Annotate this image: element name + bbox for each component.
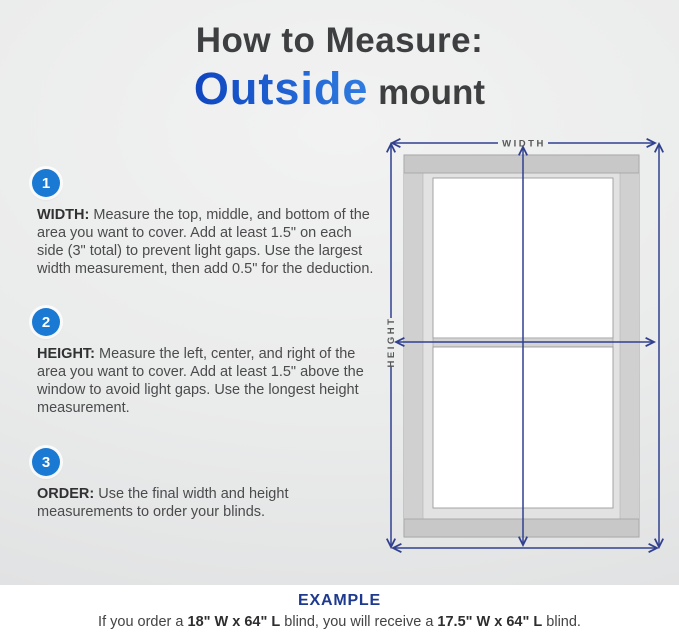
- example-receive-size: 17.5" W x 64" L: [437, 614, 543, 630]
- step-order: [30, 448, 378, 521]
- example-prefix: If you order a: [98, 614, 188, 630]
- step-2-badge: 2: [32, 308, 60, 336]
- step-1-label: WIDTH:: [37, 207, 90, 223]
- window-measurement-diagram: [378, 128, 678, 560]
- window-right-jamb: [620, 173, 639, 519]
- subtitle-rest: mount: [368, 72, 486, 112]
- step-1-text: [37, 206, 378, 278]
- window-illustration: [404, 155, 639, 537]
- step-3-badge: 3: [32, 448, 60, 476]
- step-2-text: [37, 345, 378, 417]
- window-sill-band: [404, 519, 639, 537]
- example-sentence: [0, 614, 679, 630]
- step-1-body: Measure the top, middle, and bottom of the area you want to cover. Add at least 1.5" on each side (3" total) to prevent light gaps. Use the largest width measurement, then add 0.5" for the deduction.: [37, 207, 374, 277]
- example-heading: EXAMPLE: [298, 592, 381, 609]
- window-head-band: [404, 155, 639, 173]
- example-order-size: 18" W x 64" L: [187, 614, 281, 630]
- page-title: How to Measure:: [195, 21, 484, 60]
- step-height: [30, 308, 378, 417]
- page-subtitle: [0, 64, 679, 114]
- step-3-label: ORDER:: [37, 486, 95, 502]
- height-label: HEIGHT: [386, 316, 397, 368]
- window-left-jamb: [404, 173, 423, 519]
- example-footer: [0, 585, 679, 644]
- step-1-badge: 1: [32, 169, 60, 197]
- step-2-label: HEIGHT:: [37, 346, 95, 362]
- subtitle-accent: Outside: [193, 62, 369, 114]
- example-middle: blind, you will receive a: [280, 614, 438, 630]
- step-3-text: [37, 485, 378, 521]
- width-label: WIDTH: [502, 138, 546, 150]
- step-3-body: Use the final width and height measurements to order your blinds.: [37, 486, 289, 520]
- step-width: [30, 169, 378, 278]
- header: [0, 22, 679, 113]
- step-2-body: Measure the left, center, and right of the area you want to cover. Add at least 1.5" above the window to avoid light gaps. Use the longest height measurement.: [37, 346, 364, 416]
- example-suffix: blind.: [542, 614, 581, 630]
